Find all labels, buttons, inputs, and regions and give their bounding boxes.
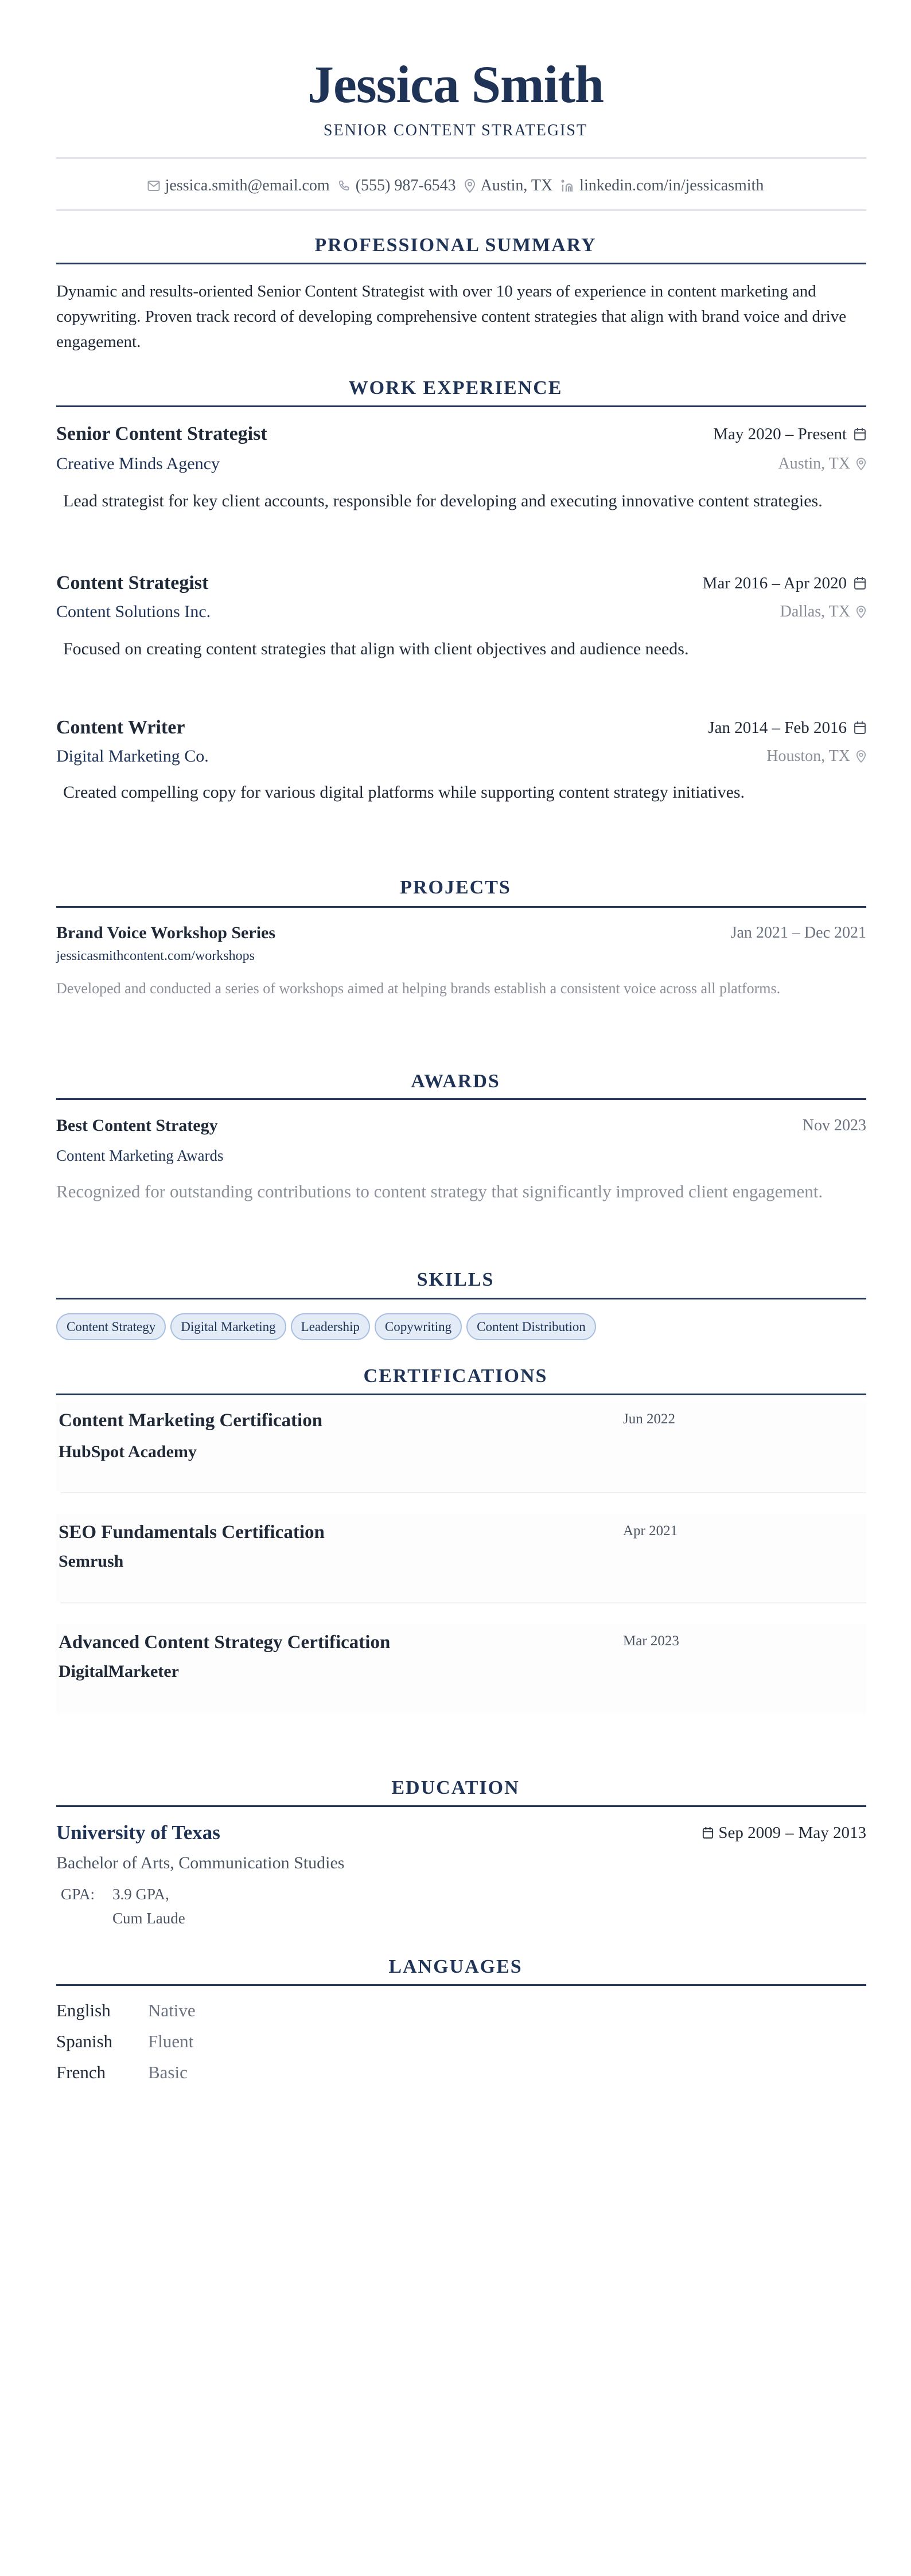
certifications-heading: CERTIFICATIONS	[363, 1365, 548, 1387]
certification-divider	[60, 1492, 866, 1493]
award-title: Best Content Strategy	[56, 1116, 218, 1135]
candidate-title: SENIOR CONTENT STRATEGIST	[323, 122, 588, 139]
award-organization: Content Marketing Awards	[56, 1147, 224, 1164]
skill-tag: Digital Marketing	[170, 1313, 286, 1340]
project-dates: Jan 2021 – Dec 2021	[730, 924, 866, 942]
experience-heading: WORK EXPERIENCE	[348, 377, 563, 399]
certification-date: Jun 2022	[623, 1411, 675, 1427]
project-header	[56, 923, 866, 943]
map-pin-icon	[856, 750, 866, 763]
contact-location	[464, 177, 553, 195]
map-pin-icon	[856, 457, 866, 471]
certification-issuer: HubSpot Academy	[59, 1442, 197, 1461]
job-dates	[708, 719, 866, 737]
contact-email-text: jessica.smith@email.com	[165, 177, 330, 194]
education-school: University of Texas	[56, 1821, 220, 1844]
candidate-name: Jessica Smith	[307, 55, 604, 114]
job-description: Created compelling copy for various digital platforms while supporting content strategy initiatives.	[63, 783, 745, 802]
certification-card	[56, 1624, 866, 1714]
language-level: Basic	[148, 2062, 188, 2082]
project-link[interactable]: jessicasmithcontent.com/workshops	[56, 949, 255, 963]
skill-tag: Content Strategy	[56, 1313, 166, 1340]
job-dates	[713, 425, 866, 444]
map-pin-icon	[856, 605, 866, 619]
awards-heading: AWARDS	[411, 1071, 500, 1092]
projects-rule	[56, 906, 866, 908]
languages-heading: LANGUAGES	[388, 1956, 523, 1977]
job-sub-2	[56, 602, 866, 622]
job-title: Content Strategist	[56, 572, 209, 594]
linkedin-icon	[560, 179, 574, 193]
job-title: Senior Content Strategist	[56, 423, 267, 444]
certifications-rule	[56, 1394, 866, 1395]
job-description: Focused on creating content strategies that align with client objectives and audience needs.	[63, 639, 689, 658]
mail-icon	[147, 180, 160, 192]
contact-email[interactable]	[147, 177, 330, 195]
calendar-icon	[854, 427, 866, 441]
gpa-label: GPA:	[61, 1886, 95, 1903]
job-sub-1	[56, 454, 866, 474]
contact-phone-text: (555) 987-6543	[355, 177, 456, 194]
education-header	[56, 1821, 866, 1844]
header-divider-top	[56, 157, 866, 159]
certification-title: SEO Fundamentals Certification	[59, 1522, 325, 1543]
summary-heading: PROFESSIONAL SUMMARY	[314, 235, 597, 256]
job-location-text: Dallas, TX	[780, 603, 850, 620]
job-dates-text: Mar 2016 – Apr 2020	[702, 573, 847, 592]
education-end: May 2013	[798, 1823, 866, 1842]
contact-linkedin-text: linkedin.com/in/jessicasmith	[579, 177, 764, 194]
job-location-text: Houston, TX	[766, 747, 850, 765]
certification-issuer: DigitalMarketer	[59, 1662, 179, 1681]
summary-text: Dynamic and results-oriented Senior Content Strategist with over 10 years of experience in content marketing and copywriting. Proven track record of developing comprehensive content strategies that align with brand voice and drive engagement.	[56, 282, 847, 351]
language-level: Fluent	[148, 2031, 194, 2051]
certification-title: Advanced Content Strategy Certification	[59, 1632, 391, 1653]
project-title: Brand Voice Workshop Series	[56, 923, 276, 942]
language-level: Native	[148, 2000, 196, 2020]
language-name: English	[56, 2000, 111, 2020]
job-location	[780, 603, 866, 621]
certification-date: Mar 2023	[623, 1633, 679, 1649]
summary-rule	[56, 263, 866, 264]
job-company: Digital Marketing Co.	[56, 747, 209, 766]
job-description: Lead strategist for key client accounts, responsible for developing and executing innovative content strategies.	[63, 491, 823, 510]
contact-linkedin[interactable]	[560, 177, 764, 195]
skills-list	[56, 1313, 596, 1340]
map-pin-icon	[464, 178, 476, 193]
calendar-icon	[854, 576, 866, 590]
education-rule	[56, 1805, 866, 1807]
job-sub-3	[56, 747, 866, 766]
certification-title: Content Marketing Certification	[59, 1410, 323, 1431]
certification-card	[56, 1402, 866, 1492]
certification-date: Apr 2021	[623, 1523, 678, 1539]
skill-tag: Leadership	[291, 1313, 370, 1340]
education-degree: Bachelor of Arts, Communication Studies	[56, 1853, 345, 1872]
award-date: Nov 2023	[802, 1117, 866, 1134]
languages-rule	[56, 1984, 866, 1986]
language-name: French	[56, 2062, 106, 2082]
skills-heading: SKILLS	[416, 1269, 495, 1290]
award-description: Recognized for outstanding contributions to content strategy that significantly improved client engagement.	[56, 1181, 823, 1201]
education-date-separator: –	[785, 1823, 794, 1842]
calendar-icon	[702, 1826, 714, 1840]
phone-icon	[338, 179, 351, 193]
job-header-3	[56, 717, 866, 739]
education-start: Sep 2009	[718, 1823, 781, 1842]
gpa-honors: Cum Laude	[112, 1910, 185, 1927]
header-divider-bottom	[56, 209, 866, 211]
gpa-value: 3.9 GPA,	[112, 1886, 169, 1903]
education-dates	[702, 1824, 866, 1843]
skill-tag: Copywriting	[375, 1313, 462, 1340]
contact-bar	[0, 177, 911, 195]
calendar-icon	[854, 721, 866, 735]
certification-divider	[60, 1602, 866, 1603]
skills-rule	[56, 1298, 866, 1299]
job-dates-text: Jan 2014 – Feb 2016	[708, 718, 847, 737]
certification-issuer: Semrush	[59, 1552, 124, 1571]
job-company: Creative Minds Agency	[56, 454, 220, 473]
job-location-text: Austin, TX	[778, 455, 850, 473]
job-dates	[703, 574, 866, 593]
experience-rule	[56, 405, 866, 407]
language-name: Spanish	[56, 2031, 113, 2051]
contact-location-text: Austin, TX	[480, 177, 553, 194]
skill-tag: Content Distribution	[466, 1313, 596, 1340]
job-header-2	[56, 572, 866, 594]
job-location	[766, 747, 866, 766]
job-dates-text: May 2020 – Present	[713, 424, 847, 443]
award-header	[56, 1116, 866, 1135]
certification-card	[56, 1514, 866, 1602]
job-header-1	[56, 423, 866, 445]
awards-rule	[56, 1098, 866, 1100]
job-company: Content Solutions Inc.	[56, 602, 211, 621]
contact-phone[interactable]	[338, 177, 456, 195]
education-heading: EDUCATION	[391, 1777, 520, 1798]
job-location	[778, 455, 867, 473]
job-title: Content Writer	[56, 717, 185, 738]
project-description: Developed and conducted a series of workshops aimed at helping brands establish a consistent voice across all platforms.	[56, 980, 781, 997]
projects-heading: PROJECTS	[400, 877, 511, 898]
